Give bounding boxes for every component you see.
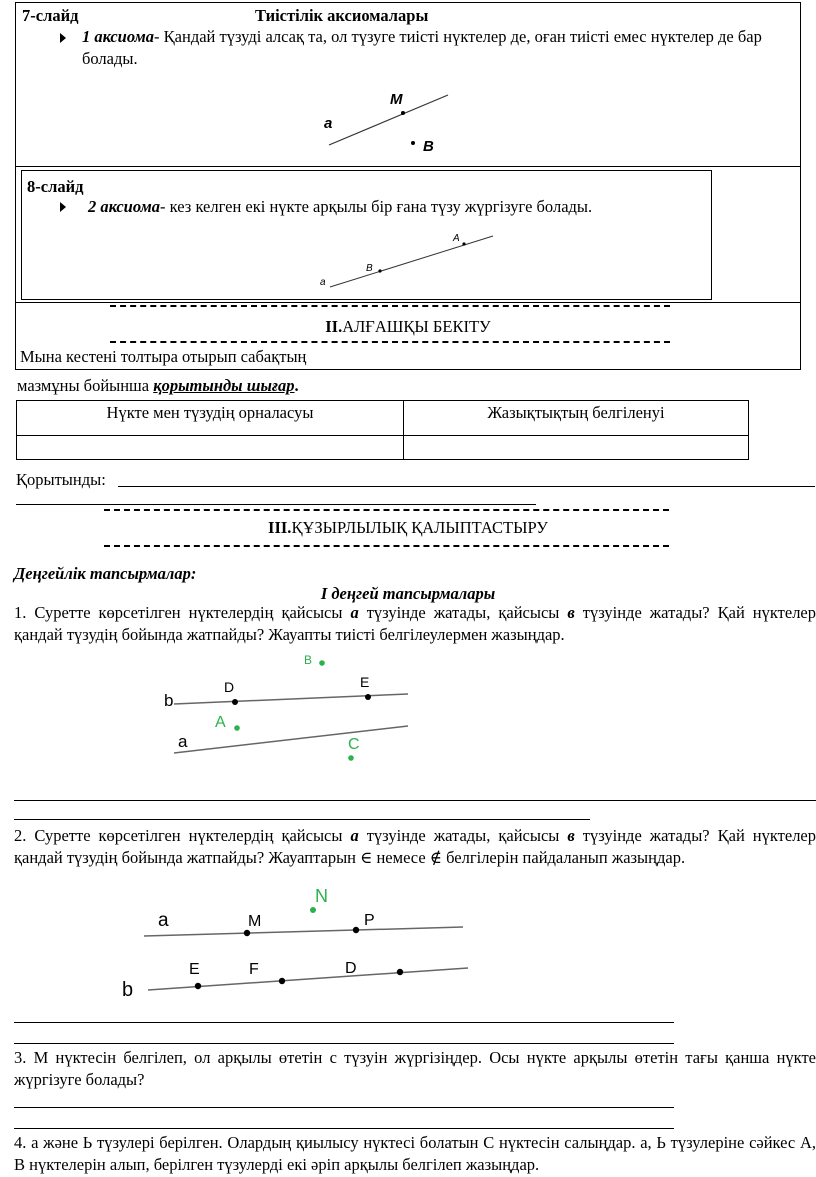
fig3-label-D: D xyxy=(224,679,235,695)
table-row xyxy=(17,436,749,460)
axiom2-figure xyxy=(310,225,510,295)
frame-divider xyxy=(15,302,800,303)
axiom1-text xyxy=(82,26,762,70)
answer-line[interactable] xyxy=(14,1043,674,1044)
fig3-label-a: a xyxy=(178,732,188,751)
conclusion-label: Қорытынды: xyxy=(16,470,106,489)
axiom1-figure xyxy=(310,85,470,160)
fig4-label-D: D xyxy=(345,960,357,977)
fig4-label-M: M xyxy=(248,913,262,930)
slide7-label: 7-слайд xyxy=(22,6,79,25)
fig4-label-F: F xyxy=(249,961,259,978)
answer-line[interactable] xyxy=(14,819,590,820)
fig4-label-P: P xyxy=(364,912,375,929)
task3-text: 3. М нүктесін белгілеп, ол арқылы өтетін с түзуін жүргізіңдер. Осы нүкте арқылы өтетін тағы қанша нүкте жүргізуге болады? xyxy=(14,1048,816,1089)
table-header-row xyxy=(17,401,749,436)
fig2-label-a: a xyxy=(320,277,326,288)
task2-figure xyxy=(118,885,478,1005)
answer-line[interactable] xyxy=(118,486,815,487)
section3-heading: III.ҚҰЗЫРЛЫЛЫҚ ҚАЛЫПТАСТЫРУ xyxy=(268,518,548,537)
instruction-emphasis: қорытынды шығар xyxy=(153,376,295,395)
fig4-label-a: a xyxy=(158,910,169,931)
answer-line[interactable] xyxy=(14,800,816,801)
dashed-rule xyxy=(110,305,670,307)
axiom1-body: - Қандай түзуді алсақ та, ол түзуге тиісті нүктелер де, оған тиісті емес нүктелер де бар болады. xyxy=(82,27,762,68)
fig2-label-A: A xyxy=(453,233,460,244)
instruction-line1: Мына кестені толтыра отырып сабақтың xyxy=(20,347,307,366)
bullet-arrow-icon xyxy=(60,33,66,43)
answer-line[interactable] xyxy=(14,1022,674,1023)
answer-line[interactable] xyxy=(14,1107,674,1108)
instruction-line2: мазмұны бойынша қорытынды шығар. xyxy=(17,376,299,395)
dashed-rule xyxy=(104,509,669,511)
table-cell[interactable] xyxy=(17,436,404,460)
axiom2-body: - кез келген екі нүкте арқылы бір ғана түзу жүргізуге болады. xyxy=(160,197,593,216)
fig1-label-B: B xyxy=(423,138,434,155)
fig4-label-N: N xyxy=(315,886,328,906)
table-header: Нүкте мен түзудің орналасуы xyxy=(17,401,404,436)
task1-text: 1. Суретте көрсетілген нүктелердің қайсысы а түзуінде жатады, қайсысы в түзуінде жатады? Қай нүктелер қандай түзудің бойында жатпайды? Жауапты тиісті белгілеулермен жазыңдар. xyxy=(14,603,816,644)
task4-text: 4. а және Ь түзулері берілген. Олардың қиылысу нүктесі болатын С нүктесін салыңдар. а, Ь түзулеріне сәйкес А, В нүктелерін алып, берілген түзулерді екі әріп арқылы белгілеп жазыңдар. xyxy=(14,1133,816,1174)
fig3-label-C: C xyxy=(348,736,360,753)
table-header: Жазықтықтың белгіленуі xyxy=(404,401,749,436)
fig1-label-M: M xyxy=(390,91,403,108)
fig3-label-E: E xyxy=(360,674,370,690)
axiom1-name: 1 аксиома xyxy=(82,27,155,46)
fig3-label-B: B xyxy=(304,653,313,667)
level1-heading: І деңгей тапсырмалары xyxy=(320,584,496,603)
section2-heading: II.АЛҒАШҚЫ БЕКІТУ xyxy=(325,317,491,336)
slide8-label: 8-слайд xyxy=(27,177,84,196)
frame-divider xyxy=(15,166,800,167)
axiom2-name: 2 аксиома xyxy=(88,197,161,216)
fig4-label-E: E xyxy=(189,961,200,978)
table-cell[interactable] xyxy=(404,436,749,460)
fig3-label-A: A xyxy=(215,714,226,731)
fig1-label-a: a xyxy=(324,115,333,132)
dashed-rule xyxy=(110,341,670,343)
task2-text: 2. Суретте көрсетілген нүктелердің қайсысы а түзуінде жатады, қайсысы в түзуінде жатады? Қай нүктелер қандай түзудің бойында жатпайды? Жауаптарын ∈ немесе ∉ белгілерін пайдаланып жазыңдар. xyxy=(14,826,816,867)
slide7-title: Тиістілік аксиомалары xyxy=(255,6,429,25)
dashed-rule xyxy=(104,545,669,547)
fig4-label-b: b xyxy=(122,979,134,1001)
answer-line[interactable] xyxy=(14,1128,674,1129)
task1-figure xyxy=(160,650,420,770)
fig3-label-b: b xyxy=(164,691,174,710)
fig2-label-B: B xyxy=(366,263,373,274)
axiom2-text xyxy=(88,196,688,218)
tasks-heading: Деңгейлік тапсырмалар: xyxy=(14,564,197,583)
bullet-arrow-icon xyxy=(60,202,66,212)
summary-table xyxy=(16,400,749,460)
answer-line[interactable] xyxy=(16,504,536,505)
